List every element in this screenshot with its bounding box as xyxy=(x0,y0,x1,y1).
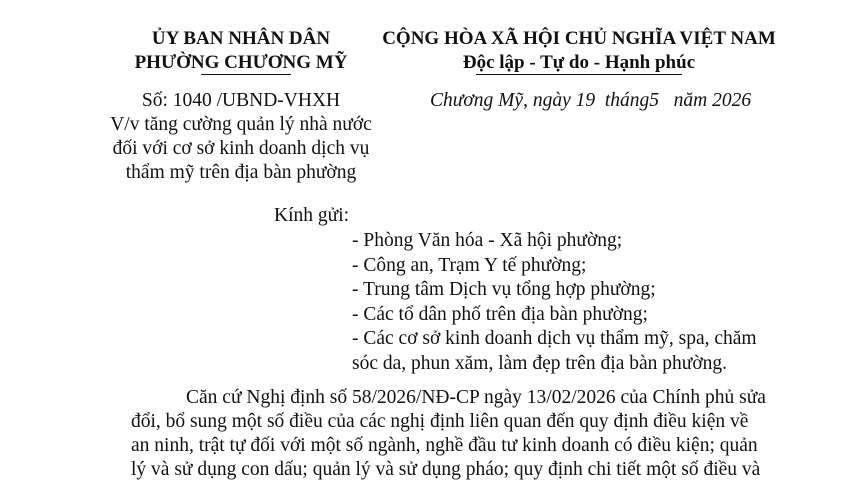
body-line: an ninh, trật tự đối với một số ngành, nghề đầu tư kinh doanh có điều kiện; quản xyxy=(131,435,758,456)
authority-underline xyxy=(201,74,291,75)
body-line: Căn cứ Nghị định số 58/2026/NĐ-CP ngày 13/02/2026 của Chính phủ sửa xyxy=(186,387,766,408)
addressee-item: - Phòng Văn hóa - Xã hội phường; xyxy=(352,230,623,251)
addressee-item: - Trung tâm Dịch vụ tổng hợp phường; xyxy=(352,279,656,300)
addressee-list xyxy=(352,229,757,376)
national-motto: Độc lập - Tự do - Hạnh phúc xyxy=(462,52,696,73)
body-line: đổi, bổ sung một số điều của các nghị định liên quan đến quy định điều kiện về xyxy=(131,411,749,432)
subject-line: V/v tăng cường quản lý nhà nước xyxy=(110,114,372,135)
addressee-label: Kính gửi: xyxy=(274,205,350,226)
issuing-authority xyxy=(96,27,386,75)
addressee-item: - Các cơ sở kinh doanh dịch vụ thẩm mỹ, spa, chăm xyxy=(352,328,757,349)
addressee-item: - Các tổ dân phố trên địa bàn phường; xyxy=(352,303,648,325)
document-number: Số: 1040 /UBND-VHXH xyxy=(141,90,341,111)
authority-line-1: ỦY BAN NHÂN DÂN xyxy=(151,28,331,49)
subject-line: thẩm mỹ trên địa bàn phường xyxy=(125,162,357,183)
addressee-item-continuation: sóc da, phun xăm, làm đẹp trên địa bàn phường. xyxy=(352,352,728,374)
place-and-date: Chương Mỹ, ngày 19 tháng5 năm 2026 xyxy=(430,90,752,111)
authority-line-2: PHƯỜNG CHƯƠNG MỸ xyxy=(134,52,348,73)
addressee-item: - Công an, Trạm Y tế phường; xyxy=(352,254,587,276)
nation-title: CỘNG HÒA XÃ HỘI CHỦ NGHĨA VIỆT NAM xyxy=(382,28,776,49)
motto-underline xyxy=(476,74,682,75)
subject-block xyxy=(96,113,386,185)
body-line: lý và sử dụng con dấu; quản lý và sử dụng pháo; quy định chi tiết một số điều và xyxy=(131,459,761,480)
national-heading xyxy=(382,27,776,75)
subject-line: đối với cơ sở kinh doanh dịch vụ xyxy=(112,138,370,159)
